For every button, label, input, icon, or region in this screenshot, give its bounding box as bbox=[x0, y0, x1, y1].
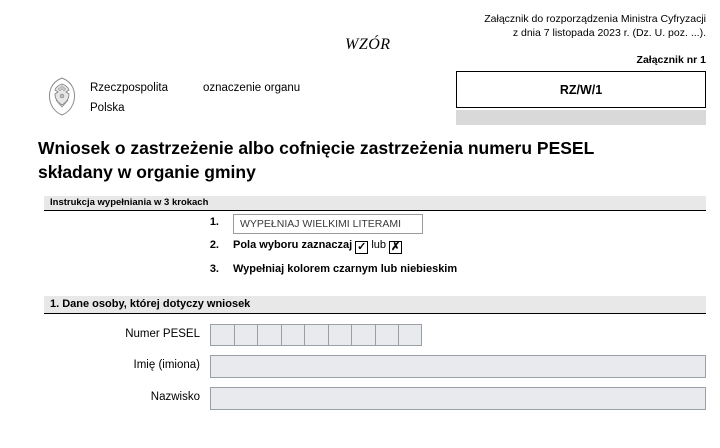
republic-line1: Rzeczpospolita bbox=[90, 82, 168, 94]
pesel-input[interactable] bbox=[210, 324, 422, 346]
form-symbol-shadow-bar bbox=[456, 110, 706, 125]
pesel-cell[interactable] bbox=[257, 324, 281, 346]
pesel-cell[interactable] bbox=[351, 324, 375, 346]
instructions-header-label: Instrukcja wypełniania w 3 krokach bbox=[50, 197, 209, 208]
instruction-step-1-number: 1. bbox=[209, 216, 219, 228]
checkmark-icon: ✓ bbox=[357, 241, 367, 253]
pesel-cell[interactable] bbox=[210, 324, 234, 346]
organ-designation-label: oznaczenie organu bbox=[203, 82, 301, 94]
instructions-header bbox=[44, 196, 706, 211]
section-1-header-label: 1. Dane osoby, której dotyczy wniosek bbox=[50, 298, 251, 310]
instruction-step-3-number: 3. bbox=[209, 263, 219, 275]
instruction-step-2-number: 2. bbox=[209, 239, 219, 251]
pesel-cell[interactable] bbox=[234, 324, 258, 346]
pesel-cell[interactable] bbox=[304, 324, 328, 346]
last-name-input[interactable] bbox=[210, 387, 706, 410]
instruction-step-2 bbox=[233, 239, 402, 254]
instruction-step-3-text: Wypełniaj kolorem czarnym lub niebieskim bbox=[233, 263, 458, 275]
attachment-number: Załącznik nr 1 bbox=[636, 54, 706, 66]
instruction-step-2-middle: lub bbox=[371, 239, 387, 251]
first-name-field-label: Imię (imiona) bbox=[133, 359, 200, 371]
regulation-note-line2: z dnia 7 listopada 2023 r. (Dz. U. poz. ...). bbox=[512, 27, 706, 39]
instruction-step-1-box bbox=[233, 214, 423, 234]
cross-mark-icon: ✗ bbox=[390, 241, 401, 253]
regulation-note-line1: Załącznik do rozporządzenia Ministra Cyfryzacji bbox=[484, 13, 706, 25]
page-title: Wniosek o zastrzeżenie albo cofnięcie zastrzeżenia numeru PESEL składany w organie gminy bbox=[38, 138, 594, 182]
pesel-field-label: Numer PESEL bbox=[125, 328, 200, 340]
form-symbol-box bbox=[456, 71, 706, 108]
last-name-field-label: Nazwisko bbox=[150, 391, 200, 403]
section-1-header bbox=[44, 296, 706, 314]
pesel-cell[interactable] bbox=[328, 324, 352, 346]
pesel-cell[interactable] bbox=[281, 324, 305, 346]
pesel-cell[interactable] bbox=[398, 324, 422, 346]
first-name-input[interactable] bbox=[210, 355, 706, 378]
pesel-cell[interactable] bbox=[375, 324, 399, 346]
instruction-step-1-text: WYPEŁNIAJ WIELKIMI LITERAMI bbox=[240, 218, 402, 230]
regulation-note bbox=[406, 12, 706, 40]
wzor-label: WZÓR bbox=[345, 36, 391, 53]
eagle-emblem-icon bbox=[44, 76, 80, 116]
republic-line2: Polska bbox=[90, 102, 125, 114]
instruction-step-2-text: Pola wyboru zaznaczaj bbox=[233, 239, 353, 251]
form-symbol-value: RZ/W/1 bbox=[559, 82, 603, 97]
